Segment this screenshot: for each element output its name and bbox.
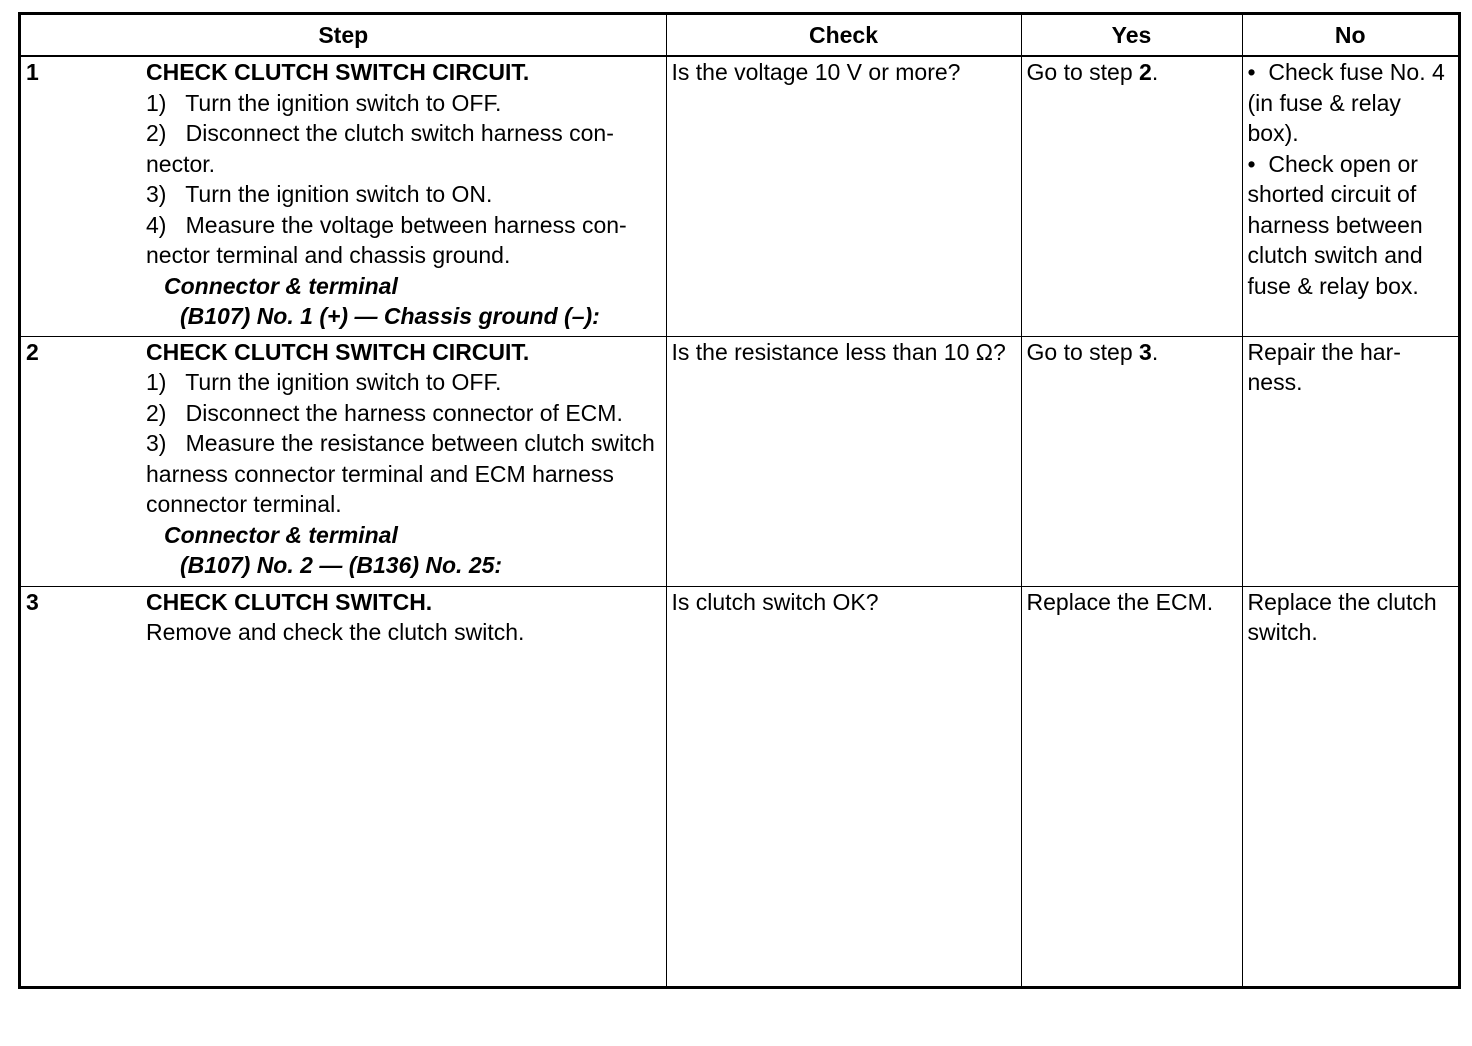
- step-body: [146, 587, 661, 648]
- diagnostic-table: [21, 15, 1458, 986]
- no-bullet-item: • Check open or shorted circuit of harness between clutch switch and fuse & relay box.: [1248, 149, 1454, 302]
- step-number: 3: [26, 588, 39, 615]
- no-cell: Repair the har-ness.: [1242, 336, 1458, 586]
- step-item: 1) Turn the ignition switch to OFF.: [146, 369, 502, 395]
- header-row: [21, 15, 1458, 56]
- step-title: CHECK CLUTCH SWITCH CIRCUIT.: [146, 338, 530, 365]
- step-cell: [21, 586, 666, 986]
- table-row: [21, 336, 1458, 586]
- no-cell: [1242, 56, 1458, 336]
- yes-prefix: Go to step: [1026, 338, 1140, 365]
- step-item: 1) Turn the ignition switch to OFF.: [146, 89, 502, 116]
- step-item: 2) Disconnect the clutch switch harness con-nector.: [146, 120, 614, 177]
- check-cell: Is the voltage 10 V or more?: [666, 56, 1021, 336]
- step-item: 2) Disconnect the harness connector of ECM.: [146, 399, 623, 426]
- terminal-spec: (B107) No. 2 — (B136) No. 25:: [180, 552, 503, 578]
- diagnostic-table-frame: [18, 12, 1461, 989]
- check-cell: Is the resistance less than 10 Ω?: [666, 336, 1021, 586]
- header-yes: Yes: [1021, 15, 1242, 56]
- step-number: 1: [26, 59, 39, 85]
- yes-cell: [1021, 56, 1242, 336]
- step-title: CHECK CLUTCH SWITCH.: [146, 588, 433, 615]
- header-no: No: [1242, 15, 1458, 56]
- step-body: [146, 57, 661, 332]
- yes-suffix: .: [1151, 59, 1159, 85]
- step-item: 3) Measure the resistance between clutch switch harness connector terminal and ECM harness connector terminal.: [146, 430, 655, 517]
- yes-cell: Replace the ECM.: [1021, 586, 1242, 986]
- step-item: Remove and check the clutch switch.: [146, 619, 525, 645]
- connector-label: Connector & terminal: [164, 521, 398, 548]
- step-title: CHECK CLUTCH SWITCH CIRCUIT.: [146, 59, 530, 85]
- header-step: Step: [21, 15, 666, 56]
- step-body: [146, 337, 661, 581]
- yes-step-link: 2: [1139, 59, 1152, 85]
- header-check: Check: [666, 15, 1021, 56]
- connector-label: Connector & terminal: [164, 272, 398, 299]
- no-bullet-item: • Check fuse No. 4 (in fuse & relay box).: [1248, 57, 1454, 149]
- step-number: 2: [26, 338, 39, 365]
- table-row: [21, 586, 1458, 986]
- yes-prefix: Go to step: [1026, 59, 1140, 85]
- step-item: 4) Measure the voltage between harness con-nector terminal and chassis ground.: [146, 211, 627, 268]
- terminal-spec: (B107) No. 1 (+) — Chassis ground (–):: [180, 303, 600, 329]
- table-row: [21, 56, 1458, 336]
- yes-suffix: .: [1151, 338, 1159, 365]
- step-cell: [21, 336, 666, 586]
- step-cell: [21, 56, 666, 336]
- yes-step-link: 3: [1139, 338, 1152, 365]
- step-item: 3) Turn the ignition switch to ON.: [146, 181, 493, 207]
- no-cell: Replace the clutch switch.: [1242, 586, 1458, 986]
- check-cell: Is clutch switch OK?: [666, 586, 1021, 986]
- yes-cell: [1021, 336, 1242, 586]
